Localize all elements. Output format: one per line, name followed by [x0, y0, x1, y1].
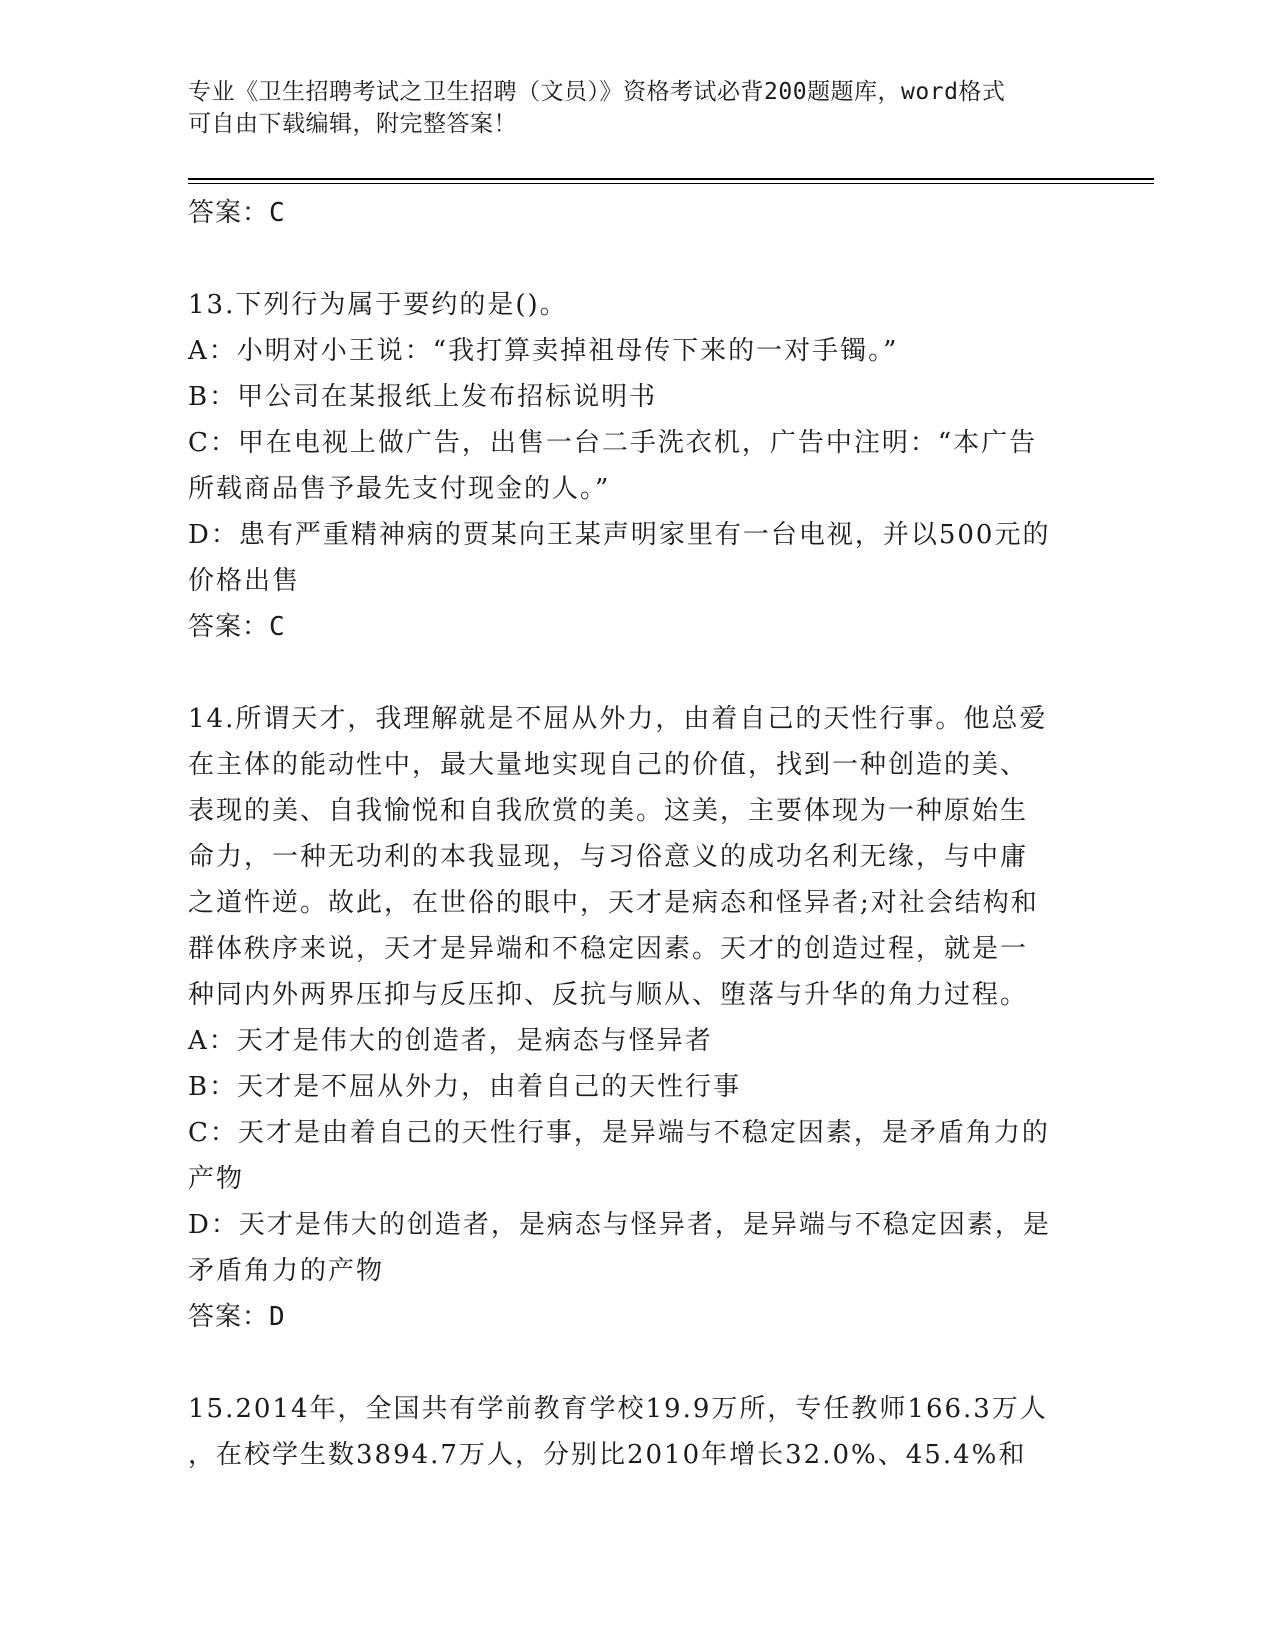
question-text-line-1: 15.2014年，全国共有学前教育学校19.9万所，专任教师166.3万人: [188, 1394, 1048, 1424]
document-header: [188, 76, 1088, 140]
question-text-line-7: 种同内外两界压抑与反压抑、反抗与顺从、堕落与升华的角力过程。: [188, 980, 1029, 1010]
question-text-line-3: 表现的美、自我愉悦和自我欣赏的美。这美，主要体现为一种原始生: [188, 796, 1029, 826]
header-rule-thin: [188, 183, 1154, 184]
question-text-line-2: ，在校学生数3894.7万人，分别比2010年增长32.0%、45.4%和: [188, 1440, 1027, 1470]
option-c-line-1: C：天才是由着自己的天性行事，是异端与不稳定因素，是矛盾角力的: [188, 1118, 1050, 1148]
question-text-line-1: 14.所谓天才，我理解就是不屈从外力，由着自己的天性行事。他总爱: [188, 704, 1048, 734]
option-b: B：甲公司在某报纸上发布招标说明书: [188, 382, 658, 412]
question-text: 13.下列行为属于要约的是()。: [188, 290, 568, 320]
option-a: A：小明对小王说：“我打算卖掉祖母传下来的一对手镯。”: [188, 336, 899, 366]
header-line-1: 专业《卫生招聘考试之卫生招聘（文员）》资格考试必背200题题库，word格式: [188, 79, 1006, 105]
question-text-line-5: 之道忤逆。故此，在世俗的眼中，天才是病态和怪异者;对社会结构和: [188, 888, 1039, 918]
option-c-line-2: 所载商品售予最先支付现金的人。”: [188, 474, 611, 504]
question-15: [188, 1386, 1088, 1478]
question-text-line-4: 命力，一种无功利的本我显现，与习俗意义的成功名利无缘，与中庸: [188, 842, 1029, 872]
option-b: B：天才是不屈从外力，由着自己的天性行事: [188, 1072, 742, 1102]
option-a: A：天才是伟大的创造者，是病态与怪异者: [188, 1026, 713, 1056]
answer: 答案：D: [188, 1302, 286, 1332]
answer: 答案：C: [188, 612, 286, 642]
prev-answer: 答案：C: [188, 198, 286, 228]
question-14: [188, 696, 1088, 1340]
question-13: [188, 282, 1088, 650]
option-d-line-1: D：天才是伟大的创造者，是病态与怪异者，是异端与不稳定因素，是: [188, 1210, 1051, 1240]
option-d-line-2: 矛盾角力的产物: [188, 1256, 385, 1286]
option-d-line-2: 价格出售: [188, 566, 301, 596]
document-body: [188, 190, 1088, 1478]
option-c-line-1: C：甲在电视上做广告，出售一台二手洗衣机，广告中注明：“本广告: [188, 428, 1038, 458]
question-text-line-2: 在主体的能动性中，最大量地实现自己的价值，找到一种创造的美、: [188, 750, 1029, 780]
option-c-line-2: 产物: [188, 1164, 245, 1194]
header-rule-thick: [188, 178, 1154, 180]
question-text-line-6: 群体秩序来说，天才是异端和不稳定因素。天才的创造过程，就是一: [188, 934, 1029, 964]
header-line-2: 可自由下载编辑，附完整答案！: [188, 111, 517, 137]
option-d-line-1: D：患有严重精神病的贾某向王某声明家里有一台电视，并以500元的: [188, 520, 1051, 550]
